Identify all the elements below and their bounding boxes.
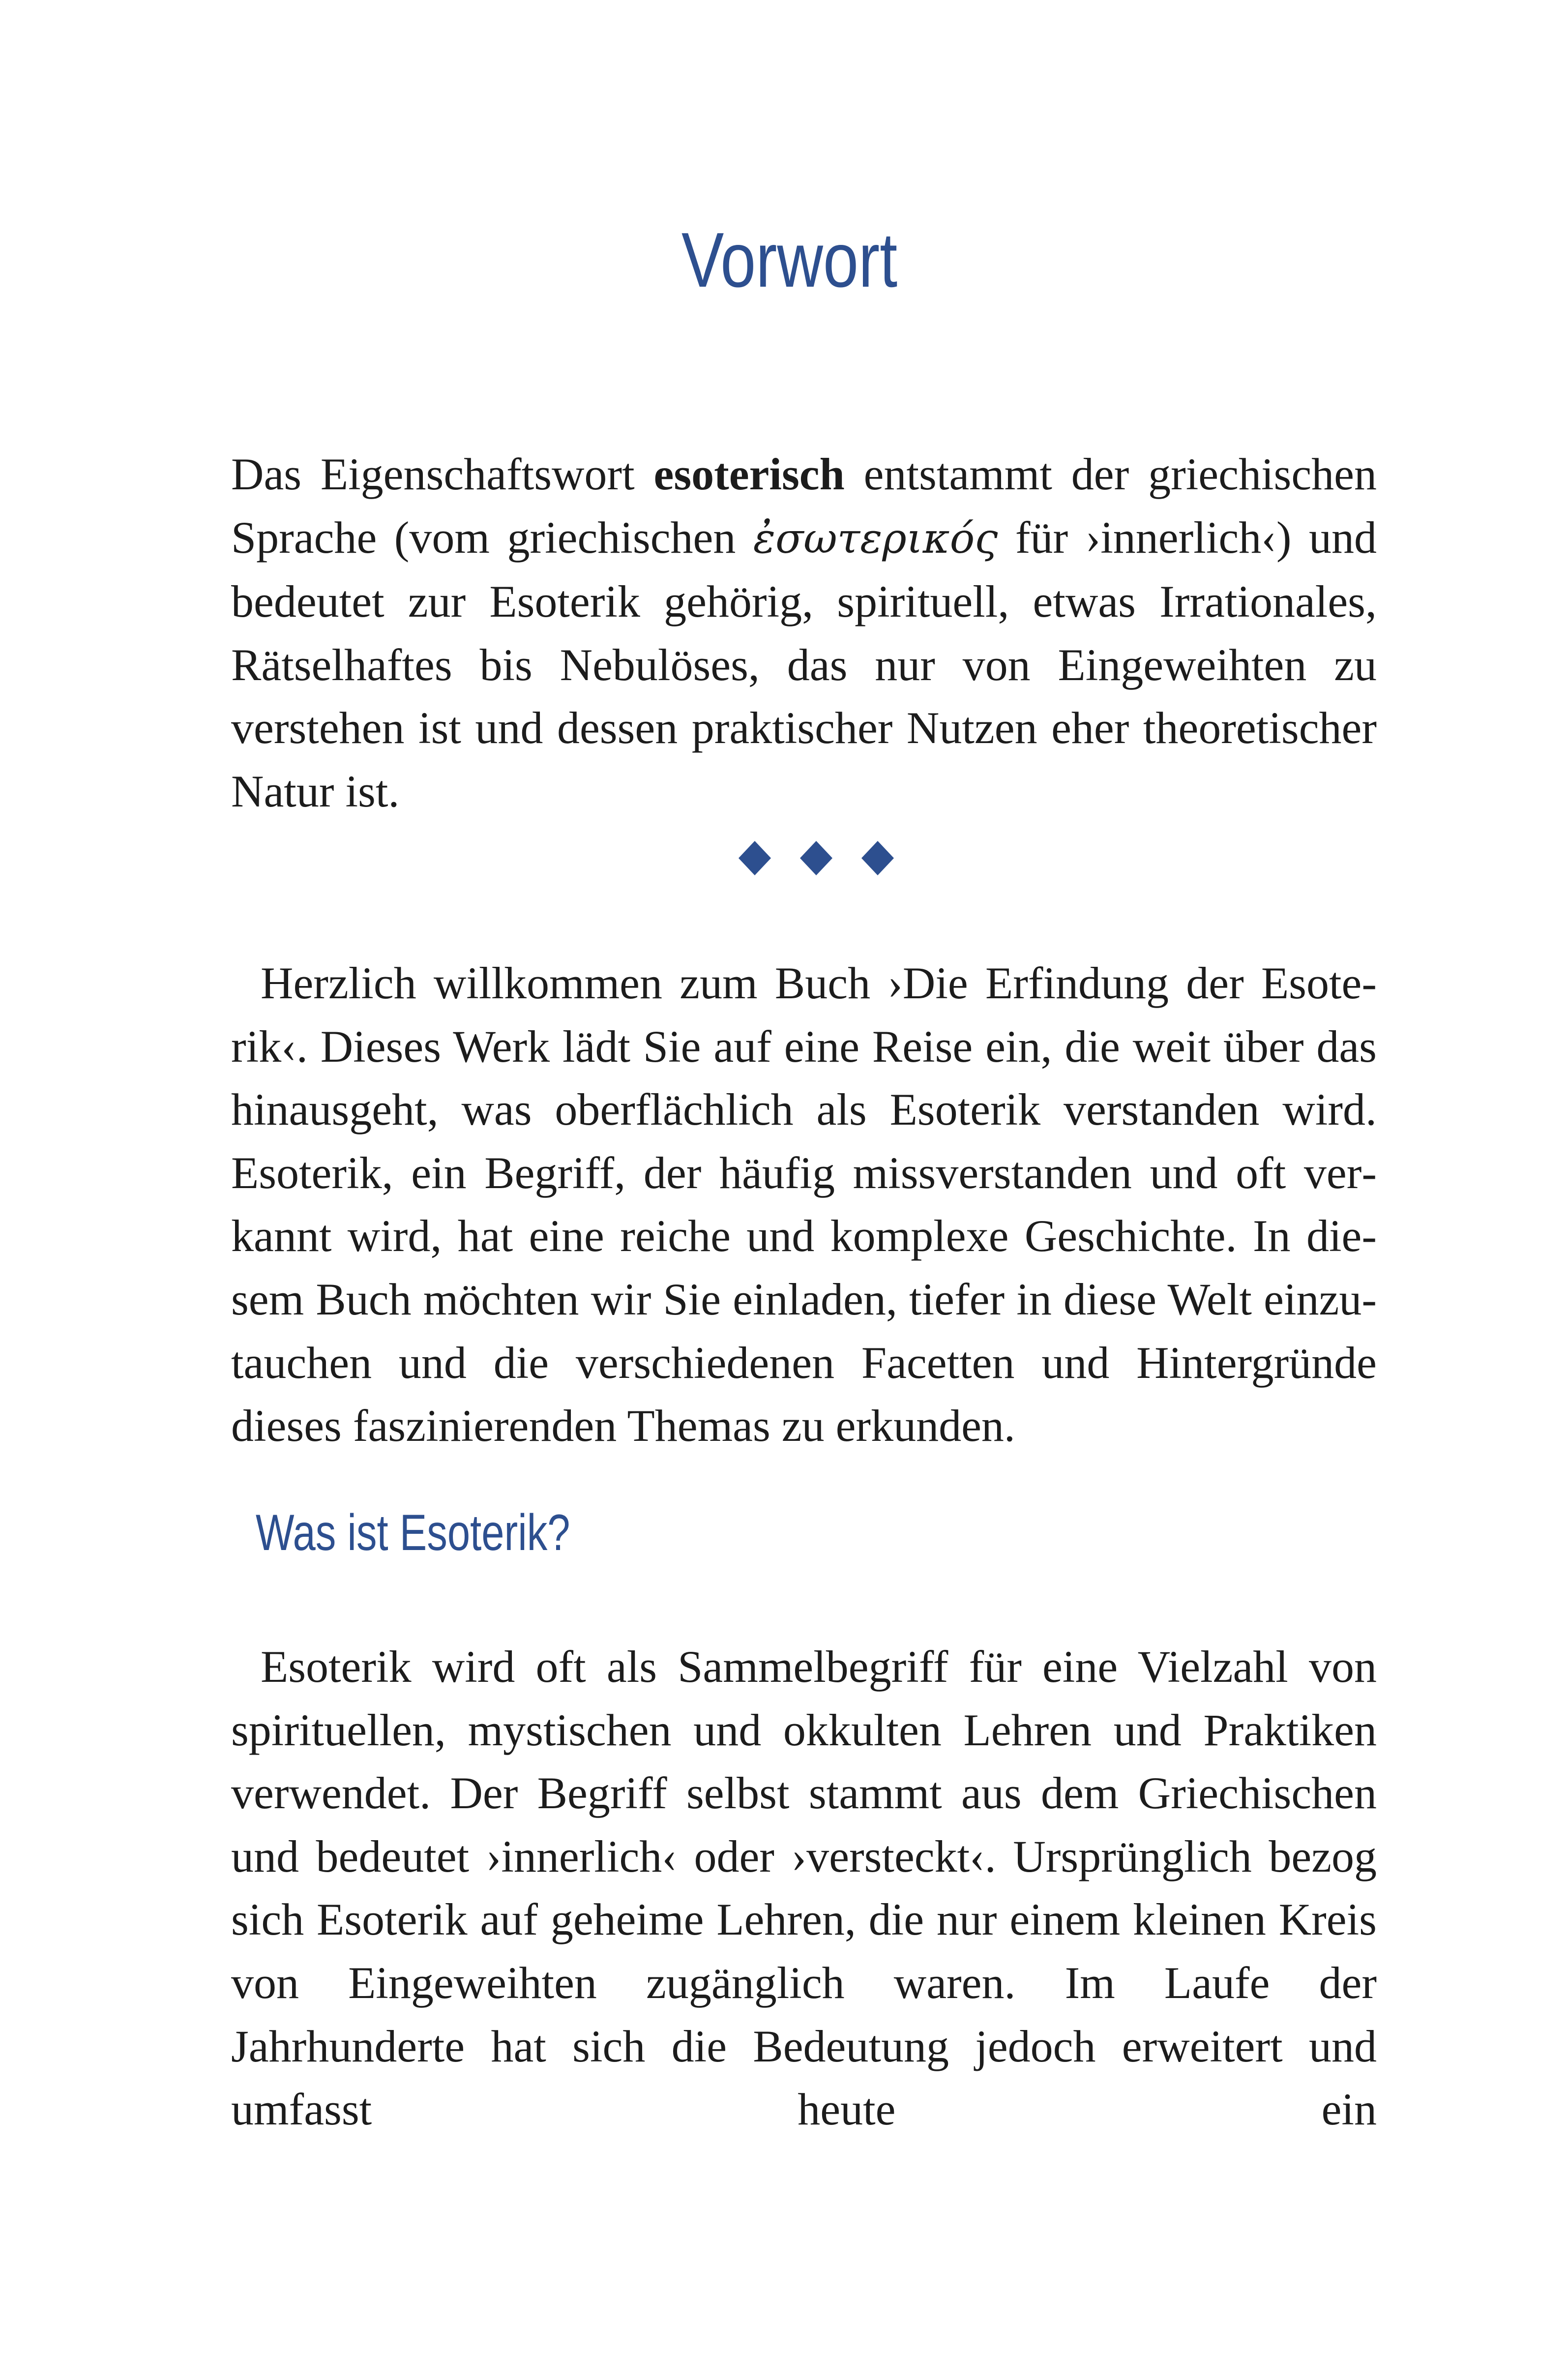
intro-paragraph: [231, 443, 1377, 823]
section-heading: Was ist Esoterik?: [256, 1504, 570, 1561]
section-text: Esoterik wird oft als Sammelbegriff für eine Vielzahl von spirituellen, mystischen und okkulten Lehren und Praktiken verwendet. Der Begriff selbst stammt aus dem Griechischen und bedeutet ›innerlich‹ oder ›versteckt‹. Ursprünglich bezog sich Esoterik auf geheime Lehren, die nur einem kleinen Kreis von Eingeweihten zugänglich waren. Im Laufe der Jahrhunderte hat sich die Bedeutung jedoch erweitert und umfasst heute ein: [231, 1642, 1377, 2135]
section-paragraph: [231, 1635, 1377, 2141]
intro-text-middle: entstammt der griechischen Sprache (vom griechischen: [231, 449, 1377, 563]
diamond-icon: [861, 841, 894, 875]
intro-text-end: für ›innerlich‹) und bedeutet zur Esoterik gehörig, spirituell, etwas Irrationales, Rätselhaftes bis Nebulöses, das nur von Eingeweihten zu verstehen ist und dessen praktischer Nutzen eher theoretischer Natur ist.: [231, 512, 1377, 816]
welcome-text: Herzlich willkommen zum Buch ›Die Erfindung der Esoterik‹. Dieses Werk lädt Sie auf eine Reise ein, die weit über das hinausgeht, was oberflächlich als Esoterik verstanden wird. Esoterik, ein Begriff, der häufig missverstanden und oft verkannt wird, hat eine reiche und komplexe Geschichte. In diesem Buch möchten wir Sie einladen, tiefer in diese Welt einzutauchen und die verschiedenen Facetten und Hintergründe dieses faszinierenden Themas zu erkunden.: [231, 958, 1377, 1451]
diamond-icon: [739, 841, 771, 875]
welcome-paragraph: [231, 952, 1377, 1458]
diamond-separator-icon: [728, 836, 905, 880]
page-title: Vorwort: [681, 217, 898, 303]
diamond-icon: [800, 841, 832, 875]
intro-text-start: Das Eigenschaftswort: [231, 449, 654, 499]
greek-word: ἐσωτερικός: [753, 514, 998, 563]
bold-term: esoterisch: [653, 449, 845, 499]
